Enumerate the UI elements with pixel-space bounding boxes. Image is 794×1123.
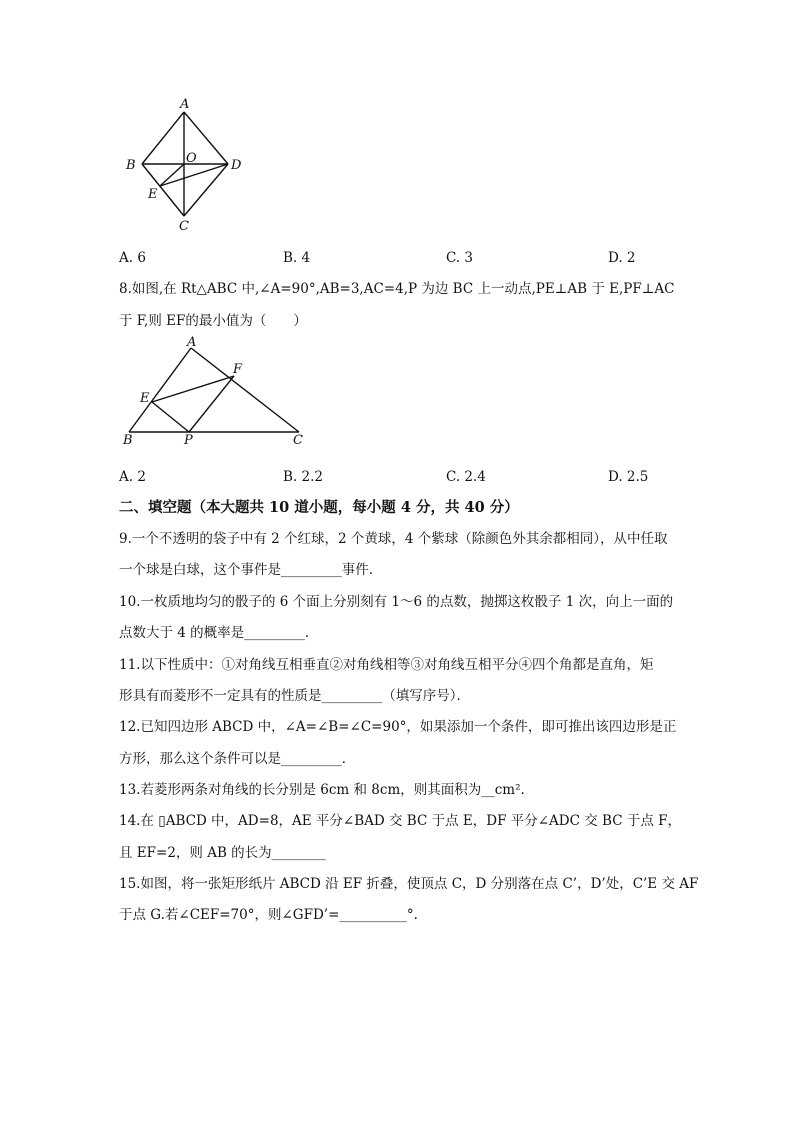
q7-option-b: B. 4 bbox=[283, 250, 311, 266]
q10-line2: 点数大于 4 的概率是_________． bbox=[119, 625, 319, 641]
side-ac bbox=[191, 348, 299, 432]
label-c: C bbox=[179, 219, 189, 234]
triangle-figure bbox=[115, 336, 315, 446]
label-e: E bbox=[140, 391, 150, 406]
q14-line1: 14.在 ▯ABCD 中，AD=8，AE 平分∠BAD 交 BC 于点 E，DF 平分∠ADC 交 BC 于点 F， bbox=[119, 813, 681, 829]
label-b: B bbox=[126, 158, 136, 173]
q8-text-line1: 8.如图,在 Rt△ABC 中,∠A=90°,AB=3,AC=4,P 为边 BC 上一动点,PE⊥AB 于 E,PF⊥AC bbox=[119, 281, 675, 297]
side-ab bbox=[129, 348, 191, 432]
q13-line1: 13.若菱形两条对角线的长分别是 6cm 和 8cm，则其面积为__cm². bbox=[119, 782, 525, 798]
q8-text-line2: 于 F,则 EF的最小值为（ ） bbox=[119, 313, 307, 329]
q7-option-a: A. 6 bbox=[119, 250, 146, 266]
q8-option-c: C. 2.4 bbox=[446, 469, 486, 485]
section-heading: 二、填空题（本大题共 10 道小题，每小题 4 分，共 40 分） bbox=[119, 499, 519, 516]
label-a: A bbox=[180, 97, 190, 112]
q11-line2: 形具有而菱形不一定具有的性质是_________（填写序号）． bbox=[119, 688, 470, 704]
segment-ef bbox=[152, 376, 234, 402]
segment-pf bbox=[189, 376, 234, 432]
q8-option-d: D. 2.5 bbox=[608, 469, 649, 485]
q8-option-b: B. 2.2 bbox=[283, 469, 323, 485]
q9-line1: 9.一个不透明的袋子中有 2 个红球，2 个黄球，4 个紫球（除颜色外其余都相同），从中任取 bbox=[119, 531, 668, 547]
q15-line1: 15.如图，将一张矩形纸片 ABCD 沿 EF 折叠，使顶点 C，D 分别落在点 C’，D’处，C’E 交 AF bbox=[119, 876, 699, 892]
label-e: E bbox=[148, 187, 158, 202]
label-c: C bbox=[293, 433, 303, 446]
q15-line2: 于点 G.若∠CEF=70°，则∠GFD’=__________°. bbox=[119, 907, 418, 923]
label-f: F bbox=[233, 362, 243, 377]
q7-option-c: C. 3 bbox=[446, 250, 474, 266]
side-ab bbox=[142, 112, 184, 164]
q12-line1: 12.已知四边形 ABCD 中，∠A=∠B=∠C=90°，如果添加一个条件，即可推出该四边形是正 bbox=[119, 719, 677, 735]
label-b: B bbox=[123, 433, 133, 446]
q10-line1: 10.一枚质地均匀的骰子的 6 个面上分别刻有 1～6 的点数，抛掷这枚骰子 1 次，向上一面的 bbox=[119, 594, 674, 610]
q9-line2: 一个球是白球，这个事件是_________事件． bbox=[119, 562, 383, 578]
label-d: D bbox=[231, 158, 242, 173]
label-o: O bbox=[186, 151, 197, 166]
q7-option-d: D. 2 bbox=[608, 250, 636, 266]
rhombus-figure bbox=[120, 96, 260, 236]
label-p: P bbox=[184, 433, 193, 446]
label-a: A bbox=[187, 336, 197, 350]
q11-line1: 11.以下性质中：①对角线互相垂直②对角线相等③对角线互相平分④四个角都是直角，矩 bbox=[119, 657, 654, 673]
q8-option-a: A. 2 bbox=[119, 469, 146, 485]
q12-line2: 方形，那么这个条件可以是_________． bbox=[119, 751, 356, 767]
q14-line2: 且 EF=2，则 AB 的长为________ bbox=[119, 845, 326, 861]
segment-pe bbox=[152, 402, 189, 432]
